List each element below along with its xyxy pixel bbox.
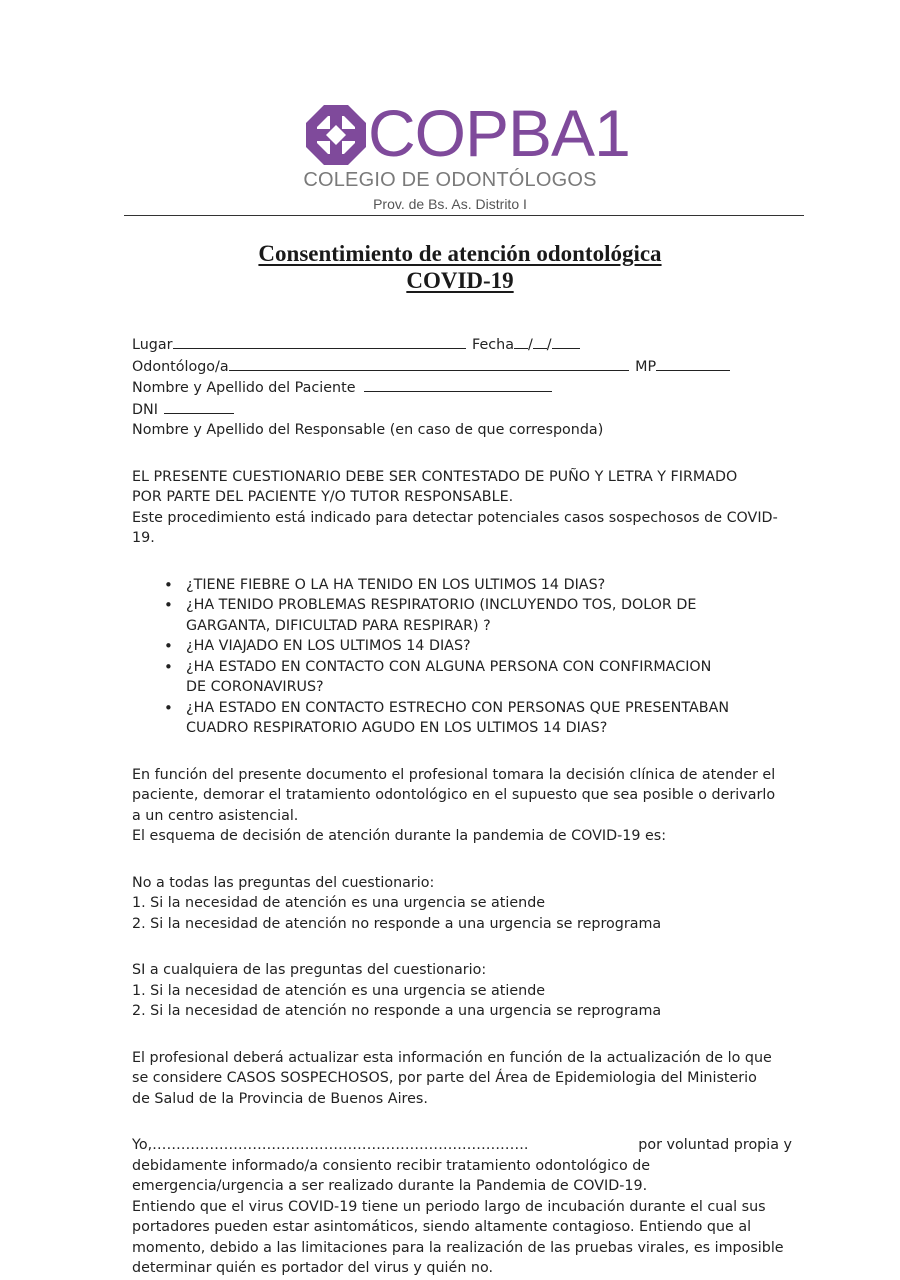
fecha-separator-2: / <box>546 337 552 353</box>
block-item: 2. Si la necesidad de atención no responde a una urgencia se reprograma <box>132 915 662 932</box>
responsable-label: Nombre y Apellido del Responsable (en caso de que corresponda) <box>132 422 604 438</box>
form-content <box>132 334 792 1279</box>
paragraph-line: paciente, demorar el tratamiento odontológico en el supuesto que sea posible o derivarlo <box>132 787 776 803</box>
instructions-line: 19. <box>132 530 155 546</box>
paragraph-line: El esquema de decisión de atención durante la pandemia de COVID-19 es: <box>132 828 667 844</box>
paragraph-line: El profesional deberá actualizar esta información en función de la actualización de lo que <box>132 1049 772 1066</box>
org-name: COLEGIO DE ODONTÓLOGOS <box>303 169 597 191</box>
responsable-row <box>132 420 792 441</box>
paragraph-line: a un centro asistencial. <box>132 807 299 824</box>
fecha-label: Fecha <box>472 337 514 353</box>
instructions <box>132 467 792 549</box>
odontologo-label: Odontólogo/a <box>132 358 229 375</box>
instructions-line: Este procedimiento está indicado para detectar potenciales casos sospechosos de COVID- <box>132 509 778 526</box>
dni-row <box>132 399 792 421</box>
odontologo-row <box>132 356 792 378</box>
block-item: 1. Si la necesidad de atención es una urgencia se atiende <box>132 895 546 911</box>
question-item <box>186 657 792 698</box>
question-text: • ¿HA VIAJADO EN LOS ULTIMOS 14 DIAS? <box>186 638 471 654</box>
org-subtitle: Prov. de Bs. As. Distrito I <box>373 196 527 212</box>
question-text: • ¿HA TENIDO PROBLEMAS RESPIRATORIO (INCLUYENDO TOS, DOLOR DE <box>186 597 697 613</box>
paragraph-line: debidamente informado/a consiento recibir tratamiento odontológico de <box>132 1157 651 1174</box>
document-title <box>0 240 900 294</box>
paragraph-line: momento, debido a las limitaciones para la realización de las pruebas virales, es imposible <box>132 1239 784 1256</box>
consent-name-field[interactable]: ……………………………………………………………………. <box>152 1137 529 1153</box>
lugar-label: Lugar <box>132 337 173 353</box>
consent-paragraph <box>132 1135 792 1279</box>
paragraph-line: portadores pueden estar asintomáticos, siendo altamente contagioso. Entiendo que al <box>132 1219 752 1235</box>
paciente-label: Nombre y Apellido del Paciente <box>132 380 356 396</box>
dni-field[interactable] <box>164 399 234 414</box>
question-item <box>186 636 792 657</box>
block-heading: No a todas las preguntas del cuestionario: <box>132 874 435 891</box>
mp-field[interactable] <box>656 356 730 371</box>
question-text: • ¿TIENE FIEBRE O LA HA TENIDO EN LOS ULTIMOS 14 DIAS? <box>186 576 606 593</box>
logo-text: COPBA1 <box>368 96 630 170</box>
paragraph-line: En función del presente documento el profesional tomara la decisión clínica de atender el <box>132 766 776 783</box>
paragraph-line: Entiendo que el virus COVID-19 tiene un periodo largo de incubación durante el cual sus <box>132 1198 766 1215</box>
block-item: 2. Si la necesidad de atención no responde a una urgencia se reprograma <box>132 1003 662 1019</box>
copba-logo <box>306 96 630 170</box>
paragraph-line: determinar quién es portador del virus y quién no. <box>132 1260 494 1276</box>
lugar-field[interactable] <box>173 334 466 349</box>
decision-paragraph <box>132 765 792 847</box>
yo-label: Yo, <box>132 1137 153 1153</box>
paragraph-line: se considere CASOS SOSPECHOSOS, por parte del Área de Epidemiologia del Ministerio <box>132 1070 757 1086</box>
fecha-month-field[interactable] <box>533 334 547 349</box>
title-line-1: Consentimiento de atención odontológica <box>258 241 662 266</box>
logo-mark-icon <box>306 105 366 165</box>
question-text: • ¿HA ESTADO EN CONTACTO ESTRECHO CON PERSONAS QUE PRESENTABAN <box>186 699 730 716</box>
question-item <box>186 575 792 596</box>
fecha-day-field[interactable] <box>514 334 528 349</box>
paragraph-line: de Salud de la Provincia de Buenos Aires. <box>132 1090 428 1107</box>
header-divider <box>124 215 804 216</box>
instructions-line: POR PARTE DEL PACIENTE Y/O TUTOR RESPONSABLE. <box>132 489 514 505</box>
question-text: • ¿HA ESTADO EN CONTACTO CON ALGUNA PERSONA CON CONFIRMACION <box>186 658 712 675</box>
no-answer-block <box>132 873 792 935</box>
paciente-field[interactable] <box>364 377 552 392</box>
update-paragraph <box>132 1048 792 1110</box>
fecha-separator-1: / <box>527 337 533 353</box>
question-text: DE CORONAVIRUS? <box>186 679 324 695</box>
question-item <box>186 698 792 739</box>
block-heading: SI a cualquiera de las preguntas del cuestionario: <box>132 962 487 978</box>
mp-label: MP <box>635 358 657 375</box>
paragraph-line: emergencia/urgencia a ser realizado durante la Pandemia de COVID-19. <box>132 1178 648 1194</box>
block-item: 1. Si la necesidad de atención es una urgencia se atiende <box>132 982 546 999</box>
question-item <box>186 595 792 636</box>
consent-name-row <box>132 1135 792 1156</box>
question-text: GARGANTA, DIFICULTAD PARA RESPIRAR) ? <box>186 617 491 634</box>
document-header <box>0 0 900 220</box>
question-text: CUADRO RESPIRATORIO AGUDO EN LOS ULTIMOS 14 DIAS? <box>186 720 608 736</box>
paciente-row <box>132 377 792 399</box>
lugar-fecha-row <box>132 334 792 356</box>
si-answer-block <box>132 960 792 1022</box>
fecha-year-field[interactable] <box>552 334 580 349</box>
odontologo-field[interactable] <box>229 356 629 371</box>
voluntad-text: por voluntad propia y <box>638 1137 792 1153</box>
dni-label: DNI <box>132 401 158 418</box>
title-line-2: COVID-19 <box>406 268 514 293</box>
instructions-line: EL PRESENTE CUESTIONARIO DEBE SER CONTESTADO DE PUÑO Y LETRA Y FIRMADO <box>132 468 738 485</box>
questionnaire-list <box>132 575 792 739</box>
